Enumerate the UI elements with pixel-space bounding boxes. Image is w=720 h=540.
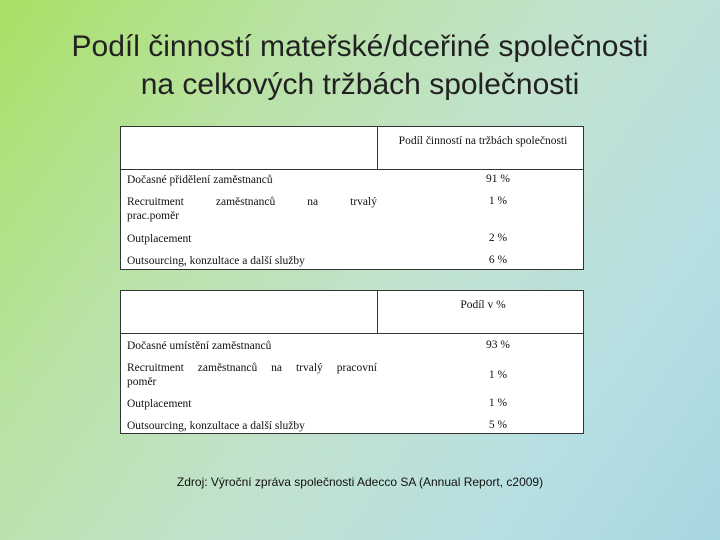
table-header: Podíl činností na tržbách společnosti: [398, 135, 568, 147]
row-label: Outplacement: [127, 233, 192, 245]
table-divider: [377, 291, 378, 333]
row-value: 6 %: [488, 254, 508, 266]
header-separator: [121, 169, 583, 170]
row-value: 2 %: [488, 232, 508, 244]
share-percent-table: [120, 290, 584, 434]
row-value: 1 %: [488, 397, 508, 409]
row-label: Outsourcing, konzultace a další služby: [127, 420, 305, 432]
row-label-line-2: prac.poměr: [127, 210, 180, 222]
row-label: Outplacement: [127, 398, 192, 410]
table-divider: [377, 127, 378, 169]
row-value: 91 %: [486, 173, 510, 185]
row-label-line-1: Recruitment zaměstnanců na trvalý: [127, 196, 377, 208]
row-label: [127, 361, 377, 389]
row-value: 93 %: [486, 339, 510, 351]
row-value: 1 %: [488, 369, 508, 381]
row-label: [127, 195, 377, 223]
row-label: Dočasné přidělení zaměstnanců: [127, 174, 273, 186]
activity-share-table: [120, 126, 584, 270]
slide-title: [0, 28, 720, 104]
title-line-1: Podíl činností mateřské/dceřiné společnosti: [71, 30, 649, 63]
header-separator: [121, 333, 583, 334]
row-label: Dočasné umístění zaměstnanců: [127, 340, 272, 352]
row-value: 1 %: [488, 195, 508, 207]
row-label: Outsourcing, konzultace a další služby: [127, 255, 305, 267]
source-note: Zdroj: Výroční zpráva společnosti Adecco SA (Annual Report, c2009): [176, 475, 544, 489]
row-label-line-2: poměr: [127, 376, 157, 388]
row-value: 5 %: [488, 419, 508, 431]
table-header: Podíl v %: [460, 299, 506, 311]
row-label-line-1: Recruitment zaměstnanců na trvalý pracovní: [127, 362, 377, 374]
title-line-2: na celkových tržbách společnosti: [140, 68, 580, 101]
